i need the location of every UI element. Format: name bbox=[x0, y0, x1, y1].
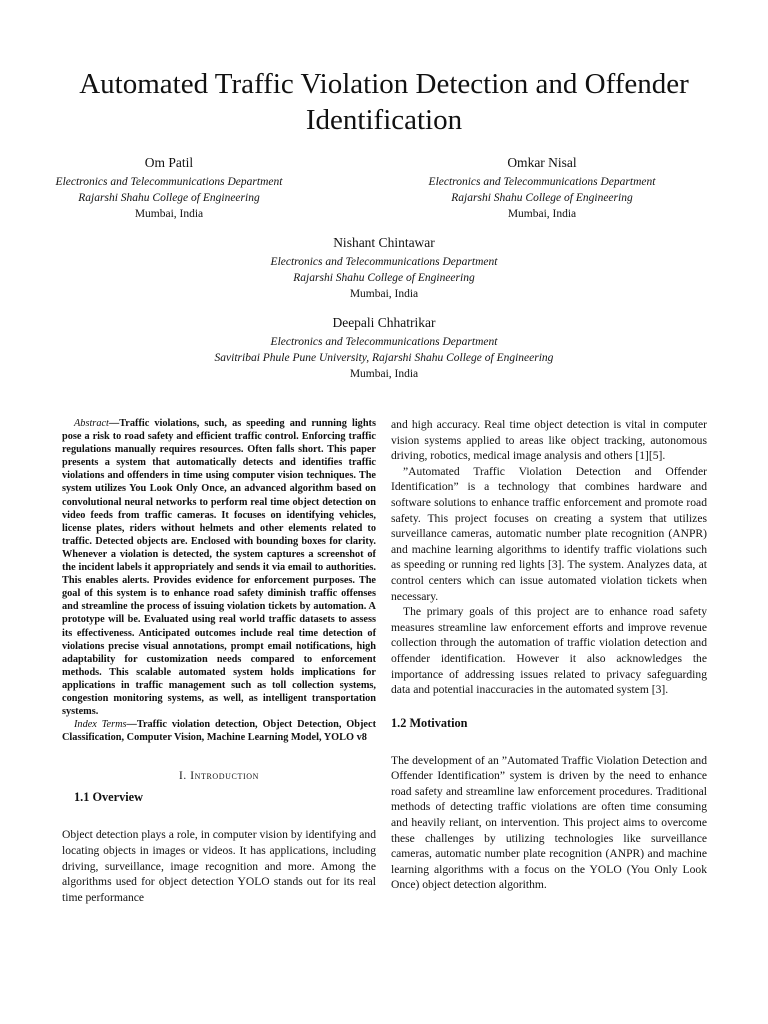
abstract-text: —Traffic violations, such, as speeding and running lights pose a risk to road safety and efficient traffic control. Enforcing traffic regulations manually requires resources. Often falls short. This paper presents a system that automatically detects and identifies traffic violations and offenders in time using computer vision techniques. The system utilizes You Look Only Once, an advanced algorithm based on convolutional neural networks to perform real time object detection on video feeds from traffic cameras. It focuses on identifying vehicles, license plates, riders without helmets and other elements related to traffic. Detected objects are. Enclosed with bounding boxes for clarity. Whenever a violation is detected, the system captures a screenshot of the incident labels it appropriately and sends it via email to authorities. This enables alerts. Provides evidence for enforcement purposes. The goal of this system is to enhance road safety diminish traffic offenses and streamline the process of issuing violation tickets by automation. A prototype will be. Evaluated using real world traffic datasets to assess its effectiveness. Anticipated outcomes include real time detection of violations precise visual annotations, prompt email notifications, high adaptability for customization needs compared to enforcement methods. This scalable automated system holds implications for applications in traffic management such as toll collection systems, congestion monitoring systems, as well, as intelligent transportation systems. bbox=[62, 418, 376, 718]
author-block-4 bbox=[0, 314, 768, 382]
index-terms-text: —Traffic violation detection, Object Detection, Object Classification, Computer Vision, Machine Learning Model, YOLO v8 bbox=[62, 719, 377, 744]
author-dept: Electronics and Telecommunications Department bbox=[428, 176, 656, 188]
author-dept: Electronics and Telecommunications Department bbox=[270, 336, 498, 348]
author-name: Nishant Chintawar bbox=[333, 235, 435, 250]
abstract bbox=[62, 417, 376, 718]
author-college: Rajarshi Shahu College of Engineering bbox=[78, 192, 260, 204]
paper-title: Automated Traffic Violation Detection and Offender Identification bbox=[79, 68, 689, 136]
author-location: Mumbai, India bbox=[349, 368, 419, 380]
author-block-3 bbox=[0, 234, 768, 302]
index-terms-label: Index Terms bbox=[74, 719, 127, 731]
section-heading-introduction: I. Introduction bbox=[179, 770, 259, 783]
author-dept: Electronics and Telecommunications Department bbox=[270, 256, 498, 268]
subsection-heading-motivation: 1.2 Motivation bbox=[391, 715, 468, 730]
paragraph-overview-1: Object detection plays a role, in computer vision by identifying and locating objects in images or videos. It has applications, including driving, surveillance, image recognition and more. Among the algorithms used for object detection YOLO stands out for its real time performance bbox=[62, 828, 376, 904]
left-column bbox=[62, 417, 376, 905]
author-location: Mumbai, India bbox=[349, 288, 419, 300]
author-college: Savitribai Phule Pune University, Rajarshi Shahu College of Engineering bbox=[214, 352, 554, 364]
paragraph-overview-continued: and high accuracy. Real time object detection is vital in computer vision systems applied to areas like object tracking, autonomous driving, robotics, medical image analysis and others [1][5]. bbox=[391, 418, 707, 463]
right-column bbox=[391, 417, 707, 893]
author-block-2 bbox=[357, 154, 727, 222]
author-dept: Electronics and Telecommunications Department bbox=[55, 176, 283, 188]
author-college: Rajarshi Shahu College of Engineering bbox=[293, 272, 475, 284]
author-block-1 bbox=[0, 154, 354, 222]
author-name: Deepali Chhatrikar bbox=[332, 315, 436, 330]
author-location: Mumbai, India bbox=[134, 208, 204, 220]
index-terms bbox=[62, 718, 376, 744]
subsection-heading-overview: 1.1 Overview bbox=[74, 790, 143, 805]
author-name: Om Patil bbox=[144, 155, 194, 170]
abstract-label: Abstract bbox=[74, 418, 109, 429]
author-name: Omkar Nisal bbox=[507, 155, 577, 170]
author-college: Rajarshi Shahu College of Engineering bbox=[451, 192, 633, 204]
paragraph-motivation-1: The development of an ”Automated Traffic Violation Detection and Offender Identification” system is driven by the need to enhance road safety and streamline law enforcement procedures. Traditional methods of detecting traffic violations are often time consuming and heavily reliant, on intervention. This project aims to overcome these challenges by utilizing technologies like surveillance cameras, automatic number plate recognition (ANPR) and machine learning algorithms with a focus on the YOLO (You Only Look Once) object detection algorithm. bbox=[391, 753, 707, 892]
author-location: Mumbai, India bbox=[507, 208, 577, 220]
paragraph-overview-2: ”Automated Traffic Violation Detection and Offender Identification” is a technology that combines hardware and software solutions to enhance traffic enforcement and promote road safety. This project focuses on creating a system that utilizes surveillance cameras, automatic number plate recognition (ANPR) and machine learning algorithms to identify traffic violations such as speeding or running red lights [3]. The system. Analyzes data, at control centers which can issue automated violation tickets when necessary. bbox=[391, 464, 707, 603]
paragraph-overview-3: The primary goals of this project are to enhance road safety measures streamline law enforcement efforts and improve revenue collection through the automation of traffic violation detection and offender identification. However it also acknowledges the importance of addressing issues related to privacy safeguarding data and potential inaccuracies in the automated system [3]. bbox=[391, 605, 707, 697]
